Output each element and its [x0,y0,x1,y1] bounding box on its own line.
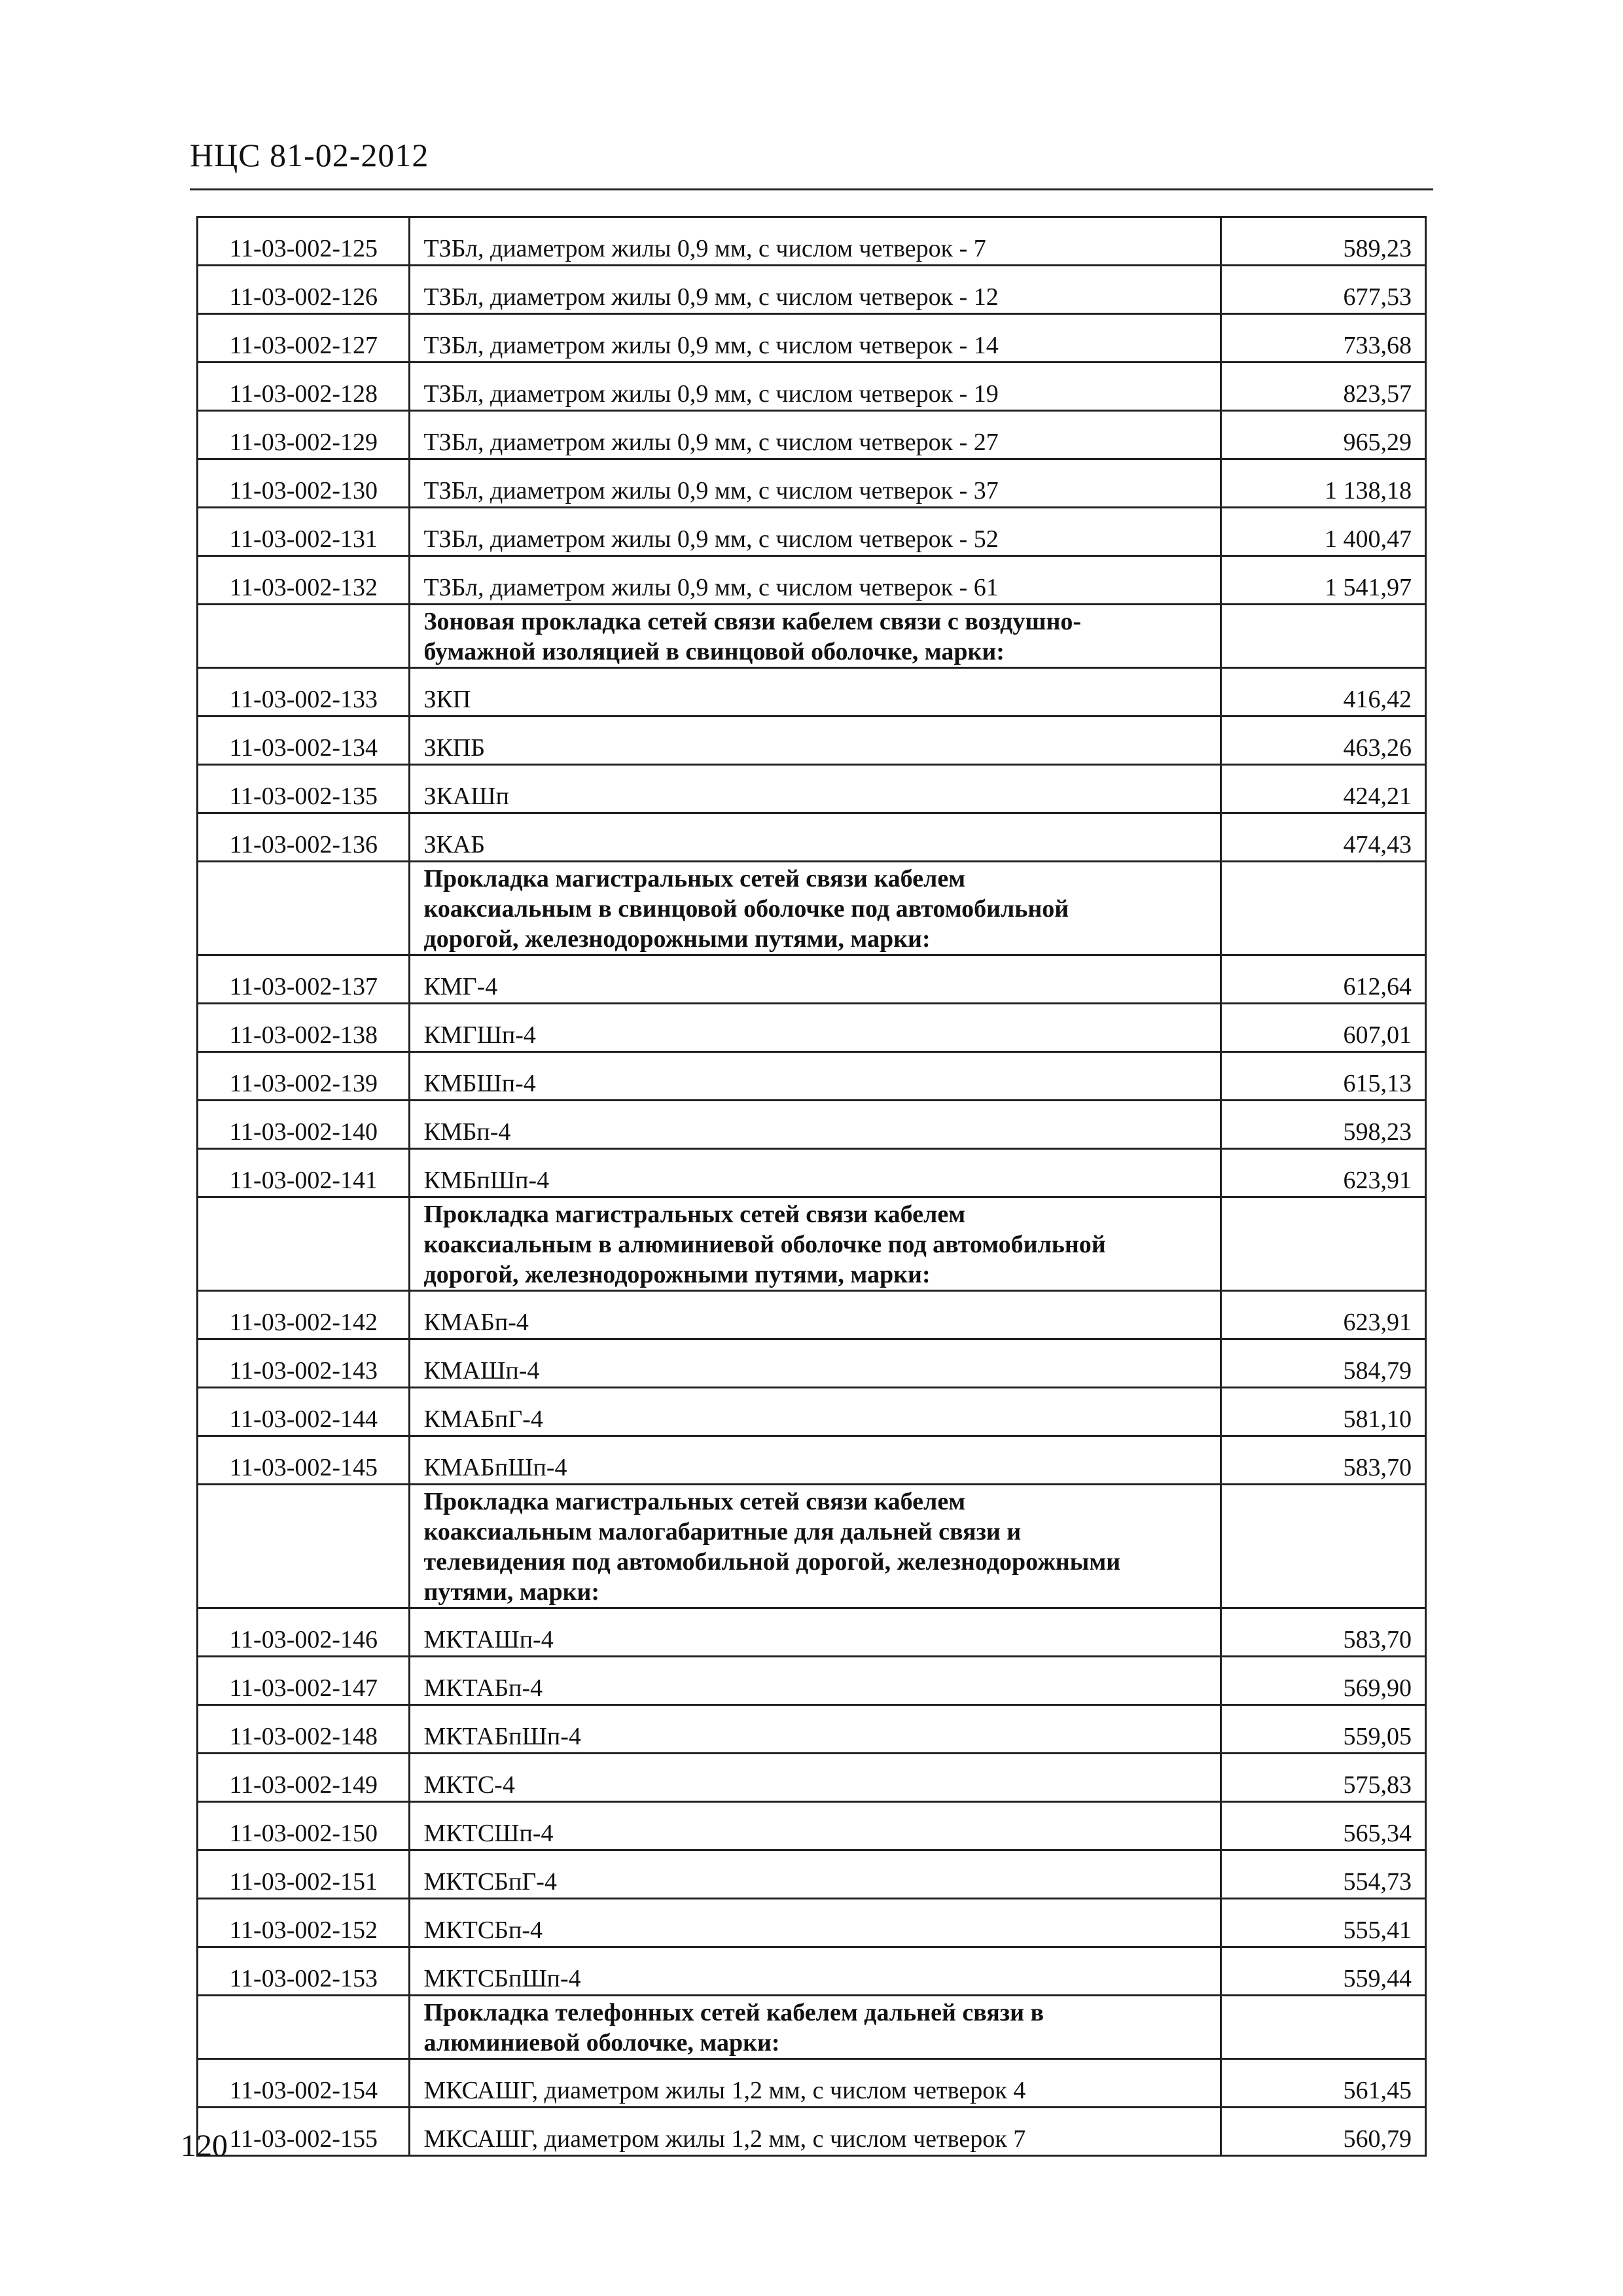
item-name-cell: МКТСШп-4 [410,1802,1221,1850]
item-code-cell: 11-03-002-155 [198,2108,410,2156]
empty-code-cell [198,1197,410,1291]
empty-code-cell [198,1485,410,1608]
table-row [198,1802,1426,1850]
section-title-line: дорогой, железнодорожными путями, марки: [423,1261,931,1288]
table-row [198,1388,1426,1436]
empty-price-cell [1221,1996,1426,2059]
item-price-cell: 612,64 [1221,955,1426,1004]
header-divider [190,188,1433,190]
section-title-line: Зоновая прокладка сетей связи кабелем связи с воздушно- [423,608,1082,635]
item-code-cell: 11-03-002-153 [198,1947,410,1996]
item-code-cell: 11-03-002-131 [198,508,410,556]
item-price-cell: 560,79 [1221,2108,1426,2156]
item-name-cell: КМАШп-4 [410,1339,1221,1388]
item-code-cell: 11-03-002-130 [198,459,410,508]
item-price-cell: 583,70 [1221,1436,1426,1485]
item-code-cell: 11-03-002-154 [198,2059,410,2108]
item-name-cell: КМАБпГ-4 [410,1388,1221,1436]
section-title-line: телевидения под автомобильной дорогой, железнодорожными [423,1548,1121,1576]
item-code-cell: 11-03-002-139 [198,1052,410,1101]
item-name-cell: МКТАШп-4 [410,1608,1221,1657]
section-header-row [198,1996,1426,2059]
section-header-row [198,1485,1426,1608]
table-row [198,1436,1426,1485]
item-name-cell: МКТАБпШп-4 [410,1705,1221,1754]
section-title-cell [410,862,1221,955]
empty-code-cell [198,1996,410,2059]
table-row [198,556,1426,605]
table-row [198,1149,1426,1197]
table-row [198,314,1426,362]
section-title-line: коаксиальным в свинцовой оболочке под автомобильной [423,895,1069,923]
item-name-cell: КМАБпШп-4 [410,1436,1221,1485]
item-name-cell: ЗКАШп [410,765,1221,813]
item-price-cell: 598,23 [1221,1101,1426,1149]
item-code-cell: 11-03-002-126 [198,266,410,314]
table-row [198,1291,1426,1339]
item-price-cell: 733,68 [1221,314,1426,362]
item-price-cell: 565,34 [1221,1802,1426,1850]
item-name-cell: ТЗБл, диаметром жилы 0,9 мм, с числом четверок - 19 [410,362,1221,411]
item-name-cell: КМАБп-4 [410,1291,1221,1339]
item-name-cell: МКТАБп-4 [410,1657,1221,1705]
item-price-cell: 555,41 [1221,1899,1426,1947]
item-code-cell: 11-03-002-136 [198,813,410,862]
item-name-cell: ТЗБл, диаметром жилы 0,9 мм, с числом четверок - 27 [410,411,1221,459]
item-price-cell: 584,79 [1221,1339,1426,1388]
item-price-cell: 575,83 [1221,1754,1426,1802]
table-row [198,1899,1426,1947]
item-price-cell: 559,05 [1221,1705,1426,1754]
table-row [198,459,1426,508]
item-code-cell: 11-03-002-134 [198,716,410,765]
table-row [198,1339,1426,1388]
table-row [198,508,1426,556]
section-title-line: коаксиальным в алюминиевой оболочке под автомобильной [423,1231,1106,1258]
empty-code-cell [198,862,410,955]
section-title-line: Прокладка магистральных сетей связи кабелем [423,865,966,892]
section-title-line: путями, марки: [423,1578,600,1606]
table-row [198,1754,1426,1802]
item-name-cell: КМГШп-4 [410,1004,1221,1052]
item-price-cell: 1 400,47 [1221,508,1426,556]
section-header-row [198,862,1426,955]
item-code-cell: 11-03-002-128 [198,362,410,411]
item-code-cell: 11-03-002-129 [198,411,410,459]
item-price-cell: 623,91 [1221,1149,1426,1197]
section-title-line: Прокладка магистральных сетей связи кабелем [423,1488,966,1515]
item-price-cell: 823,57 [1221,362,1426,411]
item-code-cell: 11-03-002-152 [198,1899,410,1947]
item-name-cell: ТЗБл, диаметром жилы 0,9 мм, с числом четверок - 14 [410,314,1221,362]
item-code-cell: 11-03-002-149 [198,1754,410,1802]
table-row [198,411,1426,459]
table-row [198,2059,1426,2108]
table-row [198,1052,1426,1101]
table-row [198,668,1426,716]
section-title-line: Прокладка магистральных сетей связи кабелем [423,1201,966,1228]
section-title-line: коаксиальным малогабаритные для дальней связи и [423,1518,1022,1545]
item-code-cell: 11-03-002-146 [198,1608,410,1657]
empty-price-cell [1221,1197,1426,1291]
section-header-row [198,1197,1426,1291]
item-code-cell: 11-03-002-133 [198,668,410,716]
item-code-cell: 11-03-002-145 [198,1436,410,1485]
item-code-cell: 11-03-002-143 [198,1339,410,1388]
table-row [198,1947,1426,1996]
item-name-cell: КМБШп-4 [410,1052,1221,1101]
item-code-cell: 11-03-002-144 [198,1388,410,1436]
item-name-cell: КМБп-4 [410,1101,1221,1149]
section-title-line: Прокладка телефонных сетей кабелем дальней связи в [423,1999,1044,2026]
item-name-cell: МКСАШГ, диаметром жилы 1,2 мм, с числом четверок 4 [410,2059,1221,2108]
item-price-cell: 677,53 [1221,266,1426,314]
empty-price-cell [1221,1485,1426,1608]
item-price-cell: 1 138,18 [1221,459,1426,508]
table-row [198,1101,1426,1149]
item-name-cell: ТЗБл, диаметром жилы 0,9 мм, с числом четверок - 61 [410,556,1221,605]
item-price-cell: 581,10 [1221,1388,1426,1436]
section-title-cell [410,1197,1221,1291]
item-code-cell: 11-03-002-142 [198,1291,410,1339]
item-name-cell: КМБпШп-4 [410,1149,1221,1197]
table-row [198,1608,1426,1657]
item-code-cell: 11-03-002-125 [198,217,410,266]
item-name-cell: ТЗБл, диаметром жилы 0,9 мм, с числом четверок - 52 [410,508,1221,556]
item-price-cell: 1 541,97 [1221,556,1426,605]
table-row [198,1850,1426,1899]
table-row [198,1705,1426,1754]
item-code-cell: 11-03-002-147 [198,1657,410,1705]
item-code-cell: 11-03-002-132 [198,556,410,605]
item-price-cell: 583,70 [1221,1608,1426,1657]
item-price-cell: 424,21 [1221,765,1426,813]
item-price-cell: 561,45 [1221,2059,1426,2108]
item-name-cell: ТЗБл, диаметром жилы 0,9 мм, с числом четверок - 12 [410,266,1221,314]
item-name-cell: МКТС-4 [410,1754,1221,1802]
section-title-cell [410,1996,1221,2059]
item-price-cell: 607,01 [1221,1004,1426,1052]
item-name-cell: ЗКП [410,668,1221,716]
table-row [198,1004,1426,1052]
item-code-cell: 11-03-002-137 [198,955,410,1004]
item-name-cell: МКТСБпГ-4 [410,1850,1221,1899]
item-code-cell: 11-03-002-138 [198,1004,410,1052]
item-name-cell: КМГ-4 [410,955,1221,1004]
item-name-cell: МКТСБп-4 [410,1899,1221,1947]
item-price-cell: 615,13 [1221,1052,1426,1101]
item-price-cell: 463,26 [1221,716,1426,765]
item-code-cell: 11-03-002-127 [198,314,410,362]
table-row [198,716,1426,765]
item-code-cell: 11-03-002-135 [198,765,410,813]
section-title-line: дорогой, железнодорожными путями, марки: [423,925,931,953]
item-price-cell: 569,90 [1221,1657,1426,1705]
table-row [198,813,1426,862]
empty-price-cell [1221,862,1426,955]
table-row [198,217,1426,266]
table-row [198,955,1426,1004]
item-price-cell: 559,44 [1221,1947,1426,1996]
table-row [198,2108,1426,2156]
price-table [196,216,1427,2157]
section-title-line: бумажной изоляцией в свинцовой оболочке, марки: [423,638,1005,665]
item-name-cell: МКСАШГ, диаметром жилы 1,2 мм, с числом четверок 7 [410,2108,1221,2156]
item-code-cell: 11-03-002-141 [198,1149,410,1197]
item-price-cell: 554,73 [1221,1850,1426,1899]
empty-code-cell [198,605,410,668]
page-number: 120 [181,2128,228,2163]
item-price-cell: 965,29 [1221,411,1426,459]
section-title-line: алюминиевой оболочке, марки: [423,2029,780,2057]
table-row [198,1657,1426,1705]
item-code-cell: 11-03-002-148 [198,1705,410,1754]
item-price-cell: 589,23 [1221,217,1426,266]
document-code: НЦС 81-02-2012 [190,137,429,173]
item-name-cell: МКТСБпШп-4 [410,1947,1221,1996]
price-table-body [198,217,1426,2156]
empty-price-cell [1221,605,1426,668]
table-row [198,362,1426,411]
item-price-cell: 474,43 [1221,813,1426,862]
table-row [198,266,1426,314]
section-title-cell [410,605,1221,668]
item-price-cell: 623,91 [1221,1291,1426,1339]
item-code-cell: 11-03-002-140 [198,1101,410,1149]
section-header-row [198,605,1426,668]
item-name-cell: ТЗБл, диаметром жилы 0,9 мм, с числом четверок - 7 [410,217,1221,266]
item-price-cell: 416,42 [1221,668,1426,716]
item-name-cell: ТЗБл, диаметром жилы 0,9 мм, с числом четверок - 37 [410,459,1221,508]
item-code-cell: 11-03-002-150 [198,1802,410,1850]
item-code-cell: 11-03-002-151 [198,1850,410,1899]
table-row [198,765,1426,813]
item-name-cell: ЗКАБ [410,813,1221,862]
item-name-cell: ЗКПБ [410,716,1221,765]
section-title-cell [410,1485,1221,1608]
